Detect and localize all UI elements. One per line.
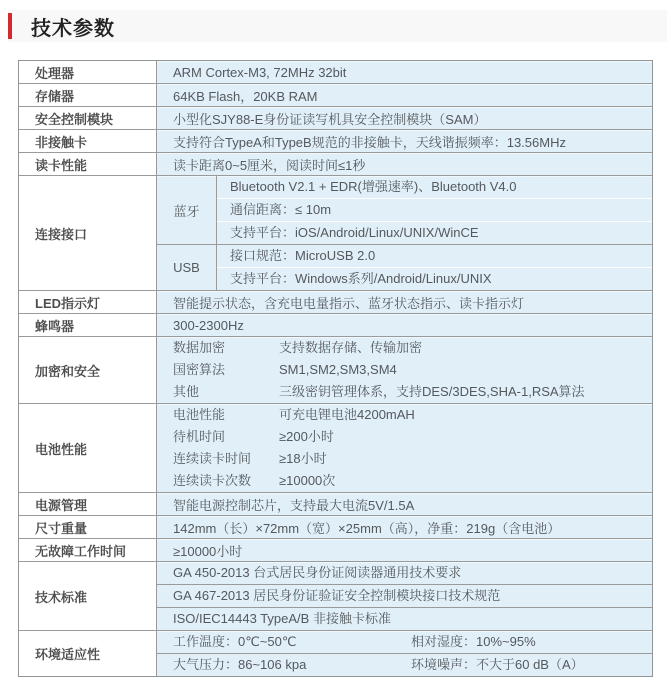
usb-line: 支持平台：Windows系列/Android/Linux/UNIX	[230, 271, 492, 286]
table-row-encryption	[19, 337, 652, 404]
encryption-pair	[173, 359, 652, 381]
title-strip	[8, 10, 667, 42]
bluetooth-line: 支持平台：iOS/Android/Linux/UNIX/WinCE	[230, 225, 479, 240]
spec-label: 连接接口	[19, 176, 156, 290]
table-row-contactless-card	[19, 130, 652, 153]
standard-line: GA 467-2013 居民身份证验证安全控制模块接口技术规范	[157, 585, 652, 608]
table-row-mtbf	[19, 539, 652, 562]
pair-key: 连续读卡次数	[173, 473, 252, 488]
spec-label: LED指示灯	[19, 291, 156, 313]
spec-label: 尺寸重量	[19, 516, 156, 538]
table-row-power-management	[19, 493, 652, 516]
encryption-pair	[173, 337, 652, 359]
spec-table	[18, 60, 653, 677]
spec-label: 技术标准	[19, 562, 156, 630]
usb-group	[157, 245, 652, 290]
encryption-cell	[156, 337, 652, 403]
spec-value: 智能提示状态，含充电电量指示、蓝牙状态指示、读卡指示灯	[156, 291, 652, 313]
table-row-processor	[19, 61, 652, 84]
spec-label: 蜂鸣器	[19, 314, 156, 336]
bluetooth-line: 通信距离：≤ 10m	[217, 199, 652, 222]
spec-value: ARM Cortex-M3, 72MHz 32bit	[156, 61, 652, 83]
pair-key: 其他	[173, 384, 200, 399]
spec-label: 处理器	[19, 61, 156, 83]
table-row-memory	[19, 84, 652, 107]
pair-value: ≥200小时	[279, 429, 334, 444]
red-accent-bar	[8, 13, 12, 39]
bluetooth-group-label: 蓝牙	[157, 176, 217, 244]
bluetooth-line: Bluetooth V2.1 + EDR(增强速率)、Bluetooth V4.0	[217, 176, 652, 199]
spec-label: 无故障工作时间	[19, 539, 156, 561]
table-row-interfaces	[19, 176, 652, 291]
pair-key: 国密算法	[173, 362, 226, 377]
env-cell: 相对湿度：10%~95%	[411, 634, 536, 649]
environment-line	[157, 654, 652, 676]
pair-value: 三级密钥管理体系，支持DES/3DES,SHA-1,RSA算法	[279, 384, 585, 399]
spec-value: 支持符合TypeA和TypeB规范的非接触卡，天线谐振频率：13.56MHz	[156, 130, 652, 152]
spec-label: 电池性能	[19, 404, 156, 492]
standard-line: GA 450-2013 台式居民身份证阅读器通用技术要求	[157, 562, 652, 585]
battery-pair	[173, 426, 652, 448]
spec-label: 电源管理	[19, 493, 156, 515]
env-cell: 大气压力：86~106 kpa	[173, 657, 307, 672]
table-row-dimensions	[19, 516, 652, 539]
spec-value: ≥10000小时	[156, 539, 652, 561]
spec-value: 300-2300Hz	[156, 314, 652, 336]
pair-value: SM1,SM2,SM3,SM4	[279, 362, 397, 377]
battery-pair	[173, 448, 652, 470]
pair-value: 支持数据存储、传输加密	[279, 340, 423, 355]
table-row-environment	[19, 631, 652, 676]
env-cell: 工作温度：0℃~50℃	[173, 634, 297, 649]
spec-label: 加密和安全	[19, 337, 156, 403]
pair-key: 连续读卡时间	[173, 451, 252, 466]
pair-key: 数据加密	[173, 340, 226, 355]
spec-value: 小型化SJY88-E身份证读写机具安全控制模块（SAM）	[156, 107, 652, 129]
table-row-led	[19, 291, 652, 314]
environment-cell	[156, 631, 652, 676]
pair-value: 可充电锂电池4200mAH	[279, 407, 415, 422]
pair-value: ≥18小时	[279, 451, 327, 466]
interfaces-cell	[156, 176, 652, 290]
spec-label: 非接触卡	[19, 130, 156, 152]
spec-value: 142mm（长）×72mm（宽）×25mm（高），净重：219g（含电池）	[156, 516, 652, 538]
table-row-security-module	[19, 107, 652, 130]
usb-group-label: USB	[157, 245, 217, 290]
battery-pair	[173, 404, 652, 426]
env-cell: 环境噪声：不大于60 dB（A）	[411, 657, 584, 672]
spec-label: 读卡性能	[19, 153, 156, 175]
spec-value: 读卡距离0~5厘米，阅读时间≤1秒	[156, 153, 652, 175]
table-row-battery	[19, 404, 652, 493]
pair-key: 电池性能	[173, 407, 226, 422]
battery-pair	[173, 470, 652, 492]
spec-label: 存储器	[19, 84, 156, 106]
encryption-pair	[173, 381, 652, 403]
bluetooth-group	[157, 176, 652, 245]
usb-line: 接口规范：MicroUSB 2.0	[217, 245, 652, 268]
page-title: 技术参数	[31, 17, 115, 40]
table-row-reading-performance	[19, 153, 652, 176]
standard-line: ISO/IEC14443 TypeA/B 非接触卡标准	[173, 611, 391, 626]
environment-line	[157, 631, 652, 654]
pair-value: ≥10000次	[279, 473, 336, 488]
battery-cell	[156, 404, 652, 492]
standards-cell	[156, 562, 652, 630]
spec-label: 环境适应性	[19, 631, 156, 676]
table-row-standards	[19, 562, 652, 631]
table-row-buzzer	[19, 314, 652, 337]
spec-value: 智能电源控制芯片，支持最大电流5V/1.5A	[156, 493, 652, 515]
spec-label: 安全控制模块	[19, 107, 156, 129]
pair-key: 待机时间	[173, 429, 226, 444]
usb-group-lines	[217, 245, 652, 290]
spec-value: 64KB Flash，20KB RAM	[156, 84, 652, 106]
bluetooth-group-lines	[217, 176, 652, 244]
